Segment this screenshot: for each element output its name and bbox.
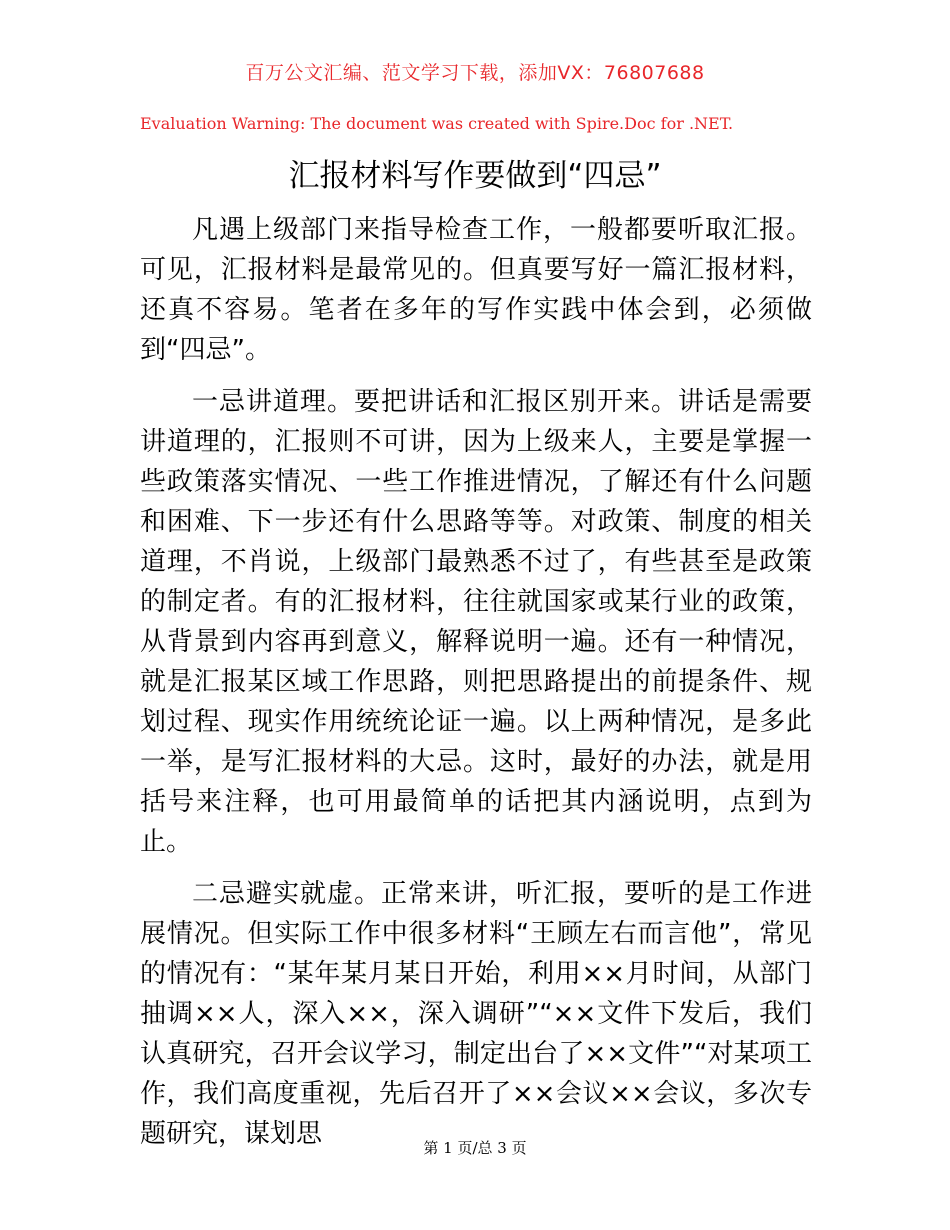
header-ad-text: 百万公文汇编、范文学习下载，添加VX：76807688 — [245, 62, 705, 84]
paragraph-second-taboo: 二忌避实就虚。正常来讲，听汇报，要听的是工作进展情况。但实际工作中很多材料“王顾左右而言他”，常见的情况有：“某年某月某日开始，利用××月时间，从部门抽调××人，深入××，深入调研”“××文件下发后，我们认真研究，召开会议学习，制定出台了××文件”“对某项工作，我们高度重视，先后召开了××会议××会议，多次专题研究，谋划思 — [140, 879, 812, 1149]
page-number-footer: 第 1 页/总 3 页 — [423, 1139, 527, 1157]
paragraph-intro: 凡遇上级部门来指导检查工作，一般都要听取汇报。可见，汇报材料是最常见的。但真要写好一篇汇报材料，还真不容易。笔者在多年的写作实践中体会到，必须做到“四忌”。 — [140, 215, 812, 365]
evaluation-warning: Evaluation Warning: The document was created with Spire.Doc for .NET. — [140, 114, 734, 133]
document-title: 汇报材料写作要做到“四忌” — [288, 158, 662, 194]
paragraph-first-taboo: 一忌讲道理。要把讲话和汇报区别开来。讲话是需要讲道理的，汇报则不可讲，因为上级来人，主要是掌握一些政策落实情况、一些工作推进情况，了解还有什么问题和困难、下一步还有什么思路等等。对政策、制度的相关道理，不肖说，上级部门最熟悉不过了，有些甚至是政策的制定者。有的汇报材料，往往就国家或某行业的政策，从背景到内容再到意义，解释说明一遍。还有一种情况，就是汇报某区域工作思路，则把思路提出的前提条件、规划过程、现实作用统统论证一遍。以上两种情况，是多此一举，是写汇报材料的大忌。这时，最好的办法，就是用括号来注释，也可用最简单的话把其内涵说明，点到为止。 — [140, 387, 812, 857]
document-body — [140, 210, 812, 1166]
